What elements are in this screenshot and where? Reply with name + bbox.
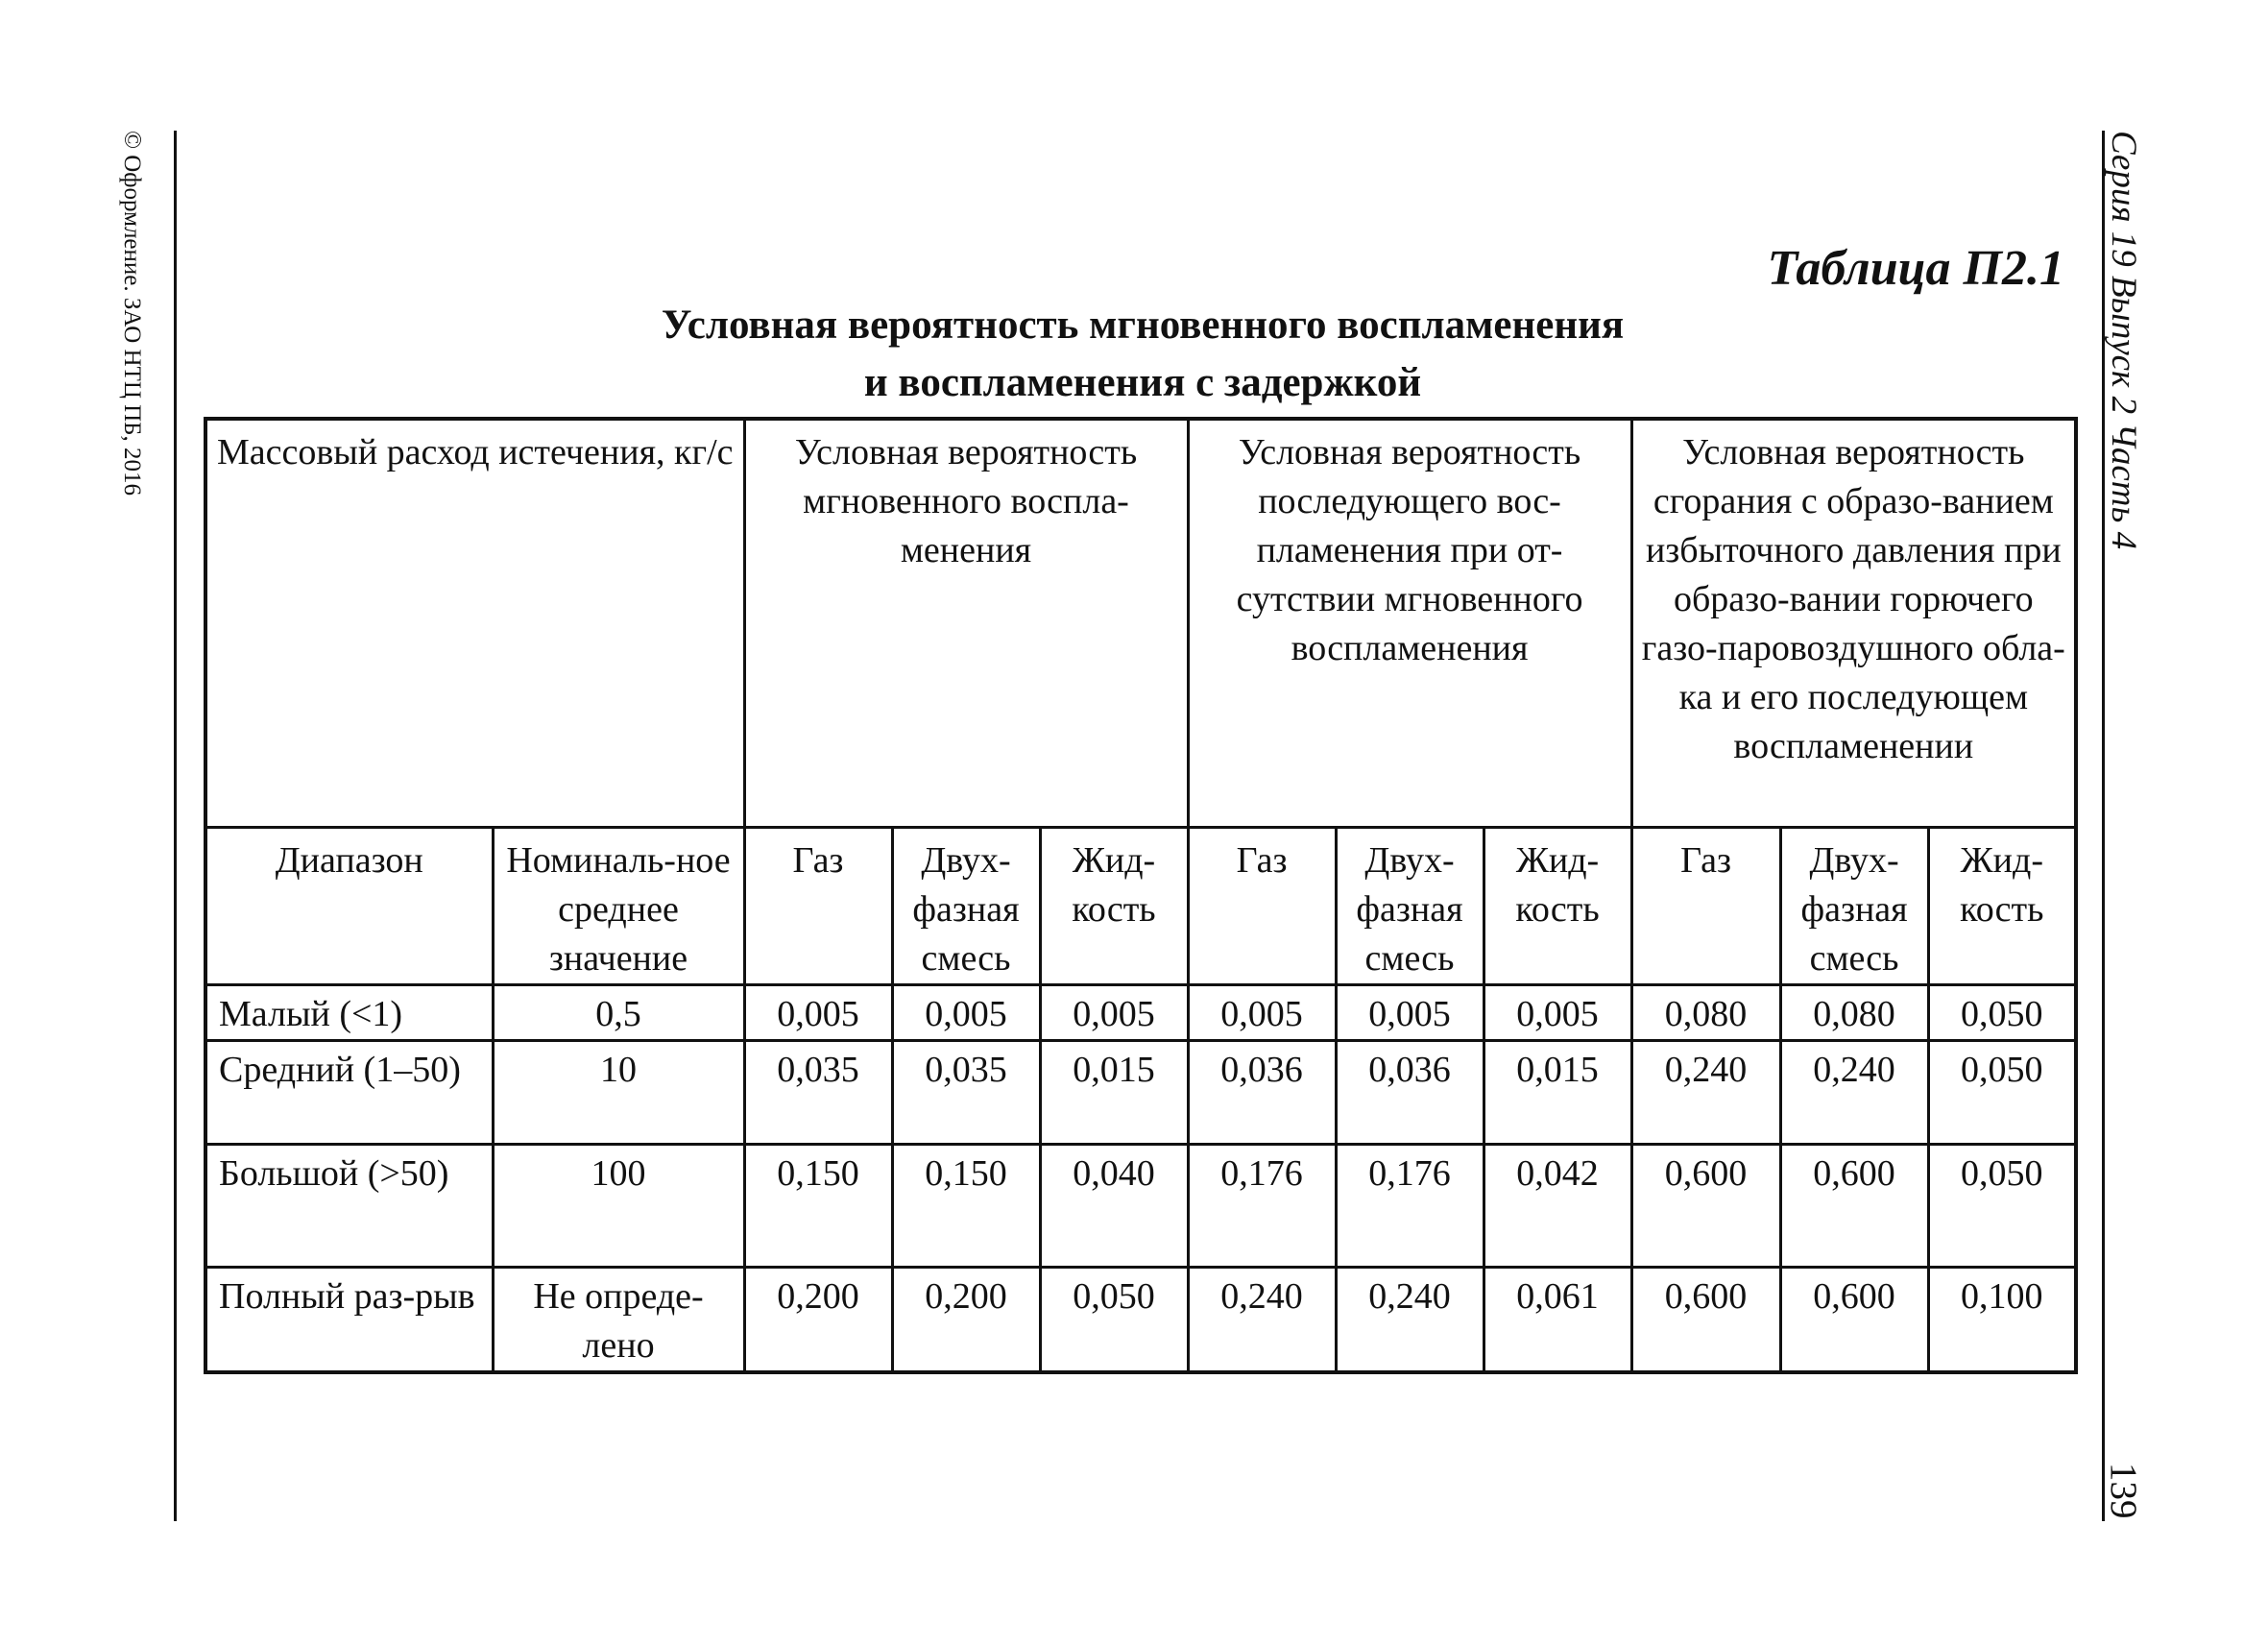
value-cell: 0,240 (1336, 1268, 1484, 1373)
table-label: Таблица П2.1 (1767, 241, 2064, 296)
running-header-series: Серия 19 Выпуск 2 Часть 4 (2104, 131, 2143, 550)
value-cell: 0,005 (1336, 985, 1484, 1041)
probability-table (204, 417, 2078, 1374)
subheader-gas: Газ (1188, 828, 1336, 985)
nominal-cell: 10 (493, 1041, 744, 1145)
value-cell: 0,200 (744, 1268, 892, 1373)
range-cell: Малый (<1) (205, 985, 493, 1041)
value-cell: 0,176 (1188, 1145, 1336, 1268)
header-overpressure-combustion: Условная вероятность сгорания с образо-ванием избыточного давления при образо-вании горючего газо-паровоздушного обла-ка и его последующем воспламенении (1631, 419, 2076, 828)
value-cell: 0,176 (1336, 1145, 1484, 1268)
table-caption-line-1: Условная вероятность мгновенного воспламенения (661, 303, 1625, 348)
value-cell: 0,600 (1631, 1145, 1780, 1268)
value-cell: 0,050 (1040, 1268, 1188, 1373)
value-cell: 0,035 (744, 1041, 892, 1145)
page-number: 139 (2103, 1463, 2144, 1519)
left-margin-rule (174, 131, 177, 1521)
value-cell: 0,600 (1631, 1268, 1780, 1373)
value-cell: 0,005 (1040, 985, 1188, 1041)
subheader-liquid: Жид-кость (1484, 828, 1631, 985)
subheader-two-phase: Двух-фазная смесь (1780, 828, 1928, 985)
range-cell: Средний (1–50) (205, 1041, 493, 1145)
value-cell: 0,040 (1040, 1145, 1188, 1268)
value-cell: 0,061 (1484, 1268, 1631, 1373)
value-cell: 0,005 (744, 985, 892, 1041)
table-caption-line-2: и воспламенения с задержкой (863, 360, 1422, 405)
value-cell: 0,050 (1928, 985, 2076, 1041)
value-cell: 0,100 (1928, 1268, 2076, 1373)
subheader-gas: Газ (1631, 828, 1780, 985)
value-cell: 0,600 (1780, 1145, 1928, 1268)
value-cell: 0,015 (1040, 1041, 1188, 1145)
subheader-liquid: Жид-кость (1040, 828, 1188, 985)
table-row (205, 1041, 2076, 1145)
value-cell: 0,600 (1780, 1268, 1928, 1373)
table-row (205, 1145, 2076, 1268)
value-cell: 0,240 (1780, 1041, 1928, 1145)
value-cell: 0,015 (1484, 1041, 1631, 1145)
sub-header-row (205, 828, 2076, 985)
value-cell: 0,150 (744, 1145, 892, 1268)
nominal-cell: Не опреде-лено (493, 1268, 744, 1373)
range-cell: Большой (>50) (205, 1145, 493, 1268)
header-delayed-ignition: Условная вероятность последующего вос-пламенения при от-сутствии мгновенного воспламенения (1188, 419, 1631, 828)
range-cell: Полный раз-рыв (205, 1268, 493, 1373)
subheader-range: Диапазон (205, 828, 493, 985)
value-cell: 0,036 (1188, 1041, 1336, 1145)
value-cell: 0,240 (1631, 1041, 1780, 1145)
value-cell: 0,005 (1188, 985, 1336, 1041)
value-cell: 0,150 (892, 1145, 1040, 1268)
value-cell: 0,050 (1928, 1041, 2076, 1145)
value-cell: 0,240 (1188, 1268, 1336, 1373)
value-cell: 0,005 (892, 985, 1040, 1041)
subheader-gas: Газ (744, 828, 892, 985)
value-cell: 0,080 (1631, 985, 1780, 1041)
subheader-nominal: Номиналь-ное среднее значение (493, 828, 744, 985)
nominal-cell: 0,5 (493, 985, 744, 1041)
value-cell: 0,035 (892, 1041, 1040, 1145)
table-row (205, 985, 2076, 1041)
header-mass-flow: Массовый расход истечения, кг/с (205, 419, 744, 828)
value-cell: 0,050 (1928, 1145, 2076, 1268)
copyright-notice: © Оформление. ЗАО НТЦ ПБ, 2016 (119, 131, 145, 496)
value-cell: 0,200 (892, 1268, 1040, 1373)
subheader-two-phase: Двух-фазная смесь (1336, 828, 1484, 985)
header-immediate-ignition: Условная вероятность мгновенного воспла-менения (744, 419, 1188, 828)
group-header-row (205, 419, 2076, 828)
value-cell: 0,080 (1780, 985, 1928, 1041)
nominal-cell: 100 (493, 1145, 744, 1268)
value-cell: 0,005 (1484, 985, 1631, 1041)
subheader-liquid: Жид-кость (1928, 828, 2076, 985)
subheader-two-phase: Двух-фазная смесь (892, 828, 1040, 985)
value-cell: 0,036 (1336, 1041, 1484, 1145)
value-cell: 0,042 (1484, 1145, 1631, 1268)
table-row (205, 1268, 2076, 1373)
